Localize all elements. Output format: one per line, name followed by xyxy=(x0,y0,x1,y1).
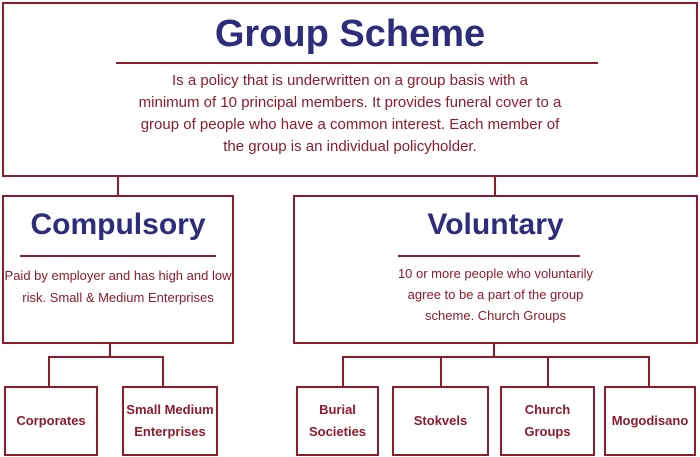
desc-line: risk. Small & Medium Enterprises xyxy=(22,290,214,305)
compulsory-title: Compulsory xyxy=(30,208,206,241)
leaf-label: Mogodisano xyxy=(611,413,689,428)
leaf-label: Corporates xyxy=(16,413,86,428)
leaf-corporates xyxy=(4,386,98,456)
voluntary-rule xyxy=(398,255,580,257)
desc-line: the group is an individual policyholder. xyxy=(223,138,477,155)
desc-line: Paid by employer and has high and low xyxy=(4,268,232,283)
leaf-label: Church xyxy=(524,402,571,417)
connector-compulsory-left xyxy=(48,356,50,387)
desc-line: scheme. Church Groups xyxy=(425,308,566,323)
group-scheme-rule xyxy=(116,62,598,64)
group-scheme-title: Group Scheme xyxy=(214,13,486,55)
connector-voluntary-bar xyxy=(342,356,649,358)
leaf-church-groups xyxy=(500,386,595,456)
leaf-label: Small Medium xyxy=(126,402,214,417)
connector-voluntary-2 xyxy=(440,356,442,387)
leaf-label: Burial xyxy=(319,402,356,417)
desc-line: Is a policy that is underwritten on a group basis with a xyxy=(171,72,529,89)
voluntary-title: Voluntary xyxy=(427,208,564,241)
voluntary-description xyxy=(295,263,696,326)
leaf-label: Societies xyxy=(308,424,367,439)
connector-voluntary-1 xyxy=(342,356,344,387)
compulsory-box xyxy=(2,195,234,344)
compulsory-rule xyxy=(20,255,216,257)
voluntary-box xyxy=(293,195,698,344)
group-scheme-description xyxy=(4,70,696,158)
connector-compulsory-right xyxy=(162,356,164,387)
leaf-label: Groups xyxy=(524,424,571,439)
leaf-stokvels xyxy=(392,386,489,456)
compulsory-description xyxy=(4,265,232,309)
leaf-label: Stokvels xyxy=(413,413,468,428)
connector-top-to-voluntary xyxy=(494,176,496,196)
desc-line: group of people who have a common interest. Each member of xyxy=(140,116,560,133)
connector-compulsory-bar xyxy=(48,356,164,358)
connector-top-to-compulsory xyxy=(117,176,119,196)
connector-voluntary-3 xyxy=(547,356,549,387)
leaf-burial-societies xyxy=(296,386,379,456)
leaf-mogodisano xyxy=(604,386,696,456)
leaf-small-medium-enterprises xyxy=(122,386,218,456)
leaf-label: Enterprises xyxy=(134,424,206,439)
desc-line: minimum of 10 principal members. It provides funeral cover to a xyxy=(138,94,562,111)
connector-voluntary-stem xyxy=(493,343,495,357)
connector-voluntary-4 xyxy=(648,356,650,387)
desc-line: agree to be a part of the group xyxy=(407,287,584,302)
desc-line: 10 or more people who voluntarily xyxy=(397,266,594,281)
group-scheme-box xyxy=(2,2,698,177)
connector-compulsory-stem xyxy=(109,343,111,357)
